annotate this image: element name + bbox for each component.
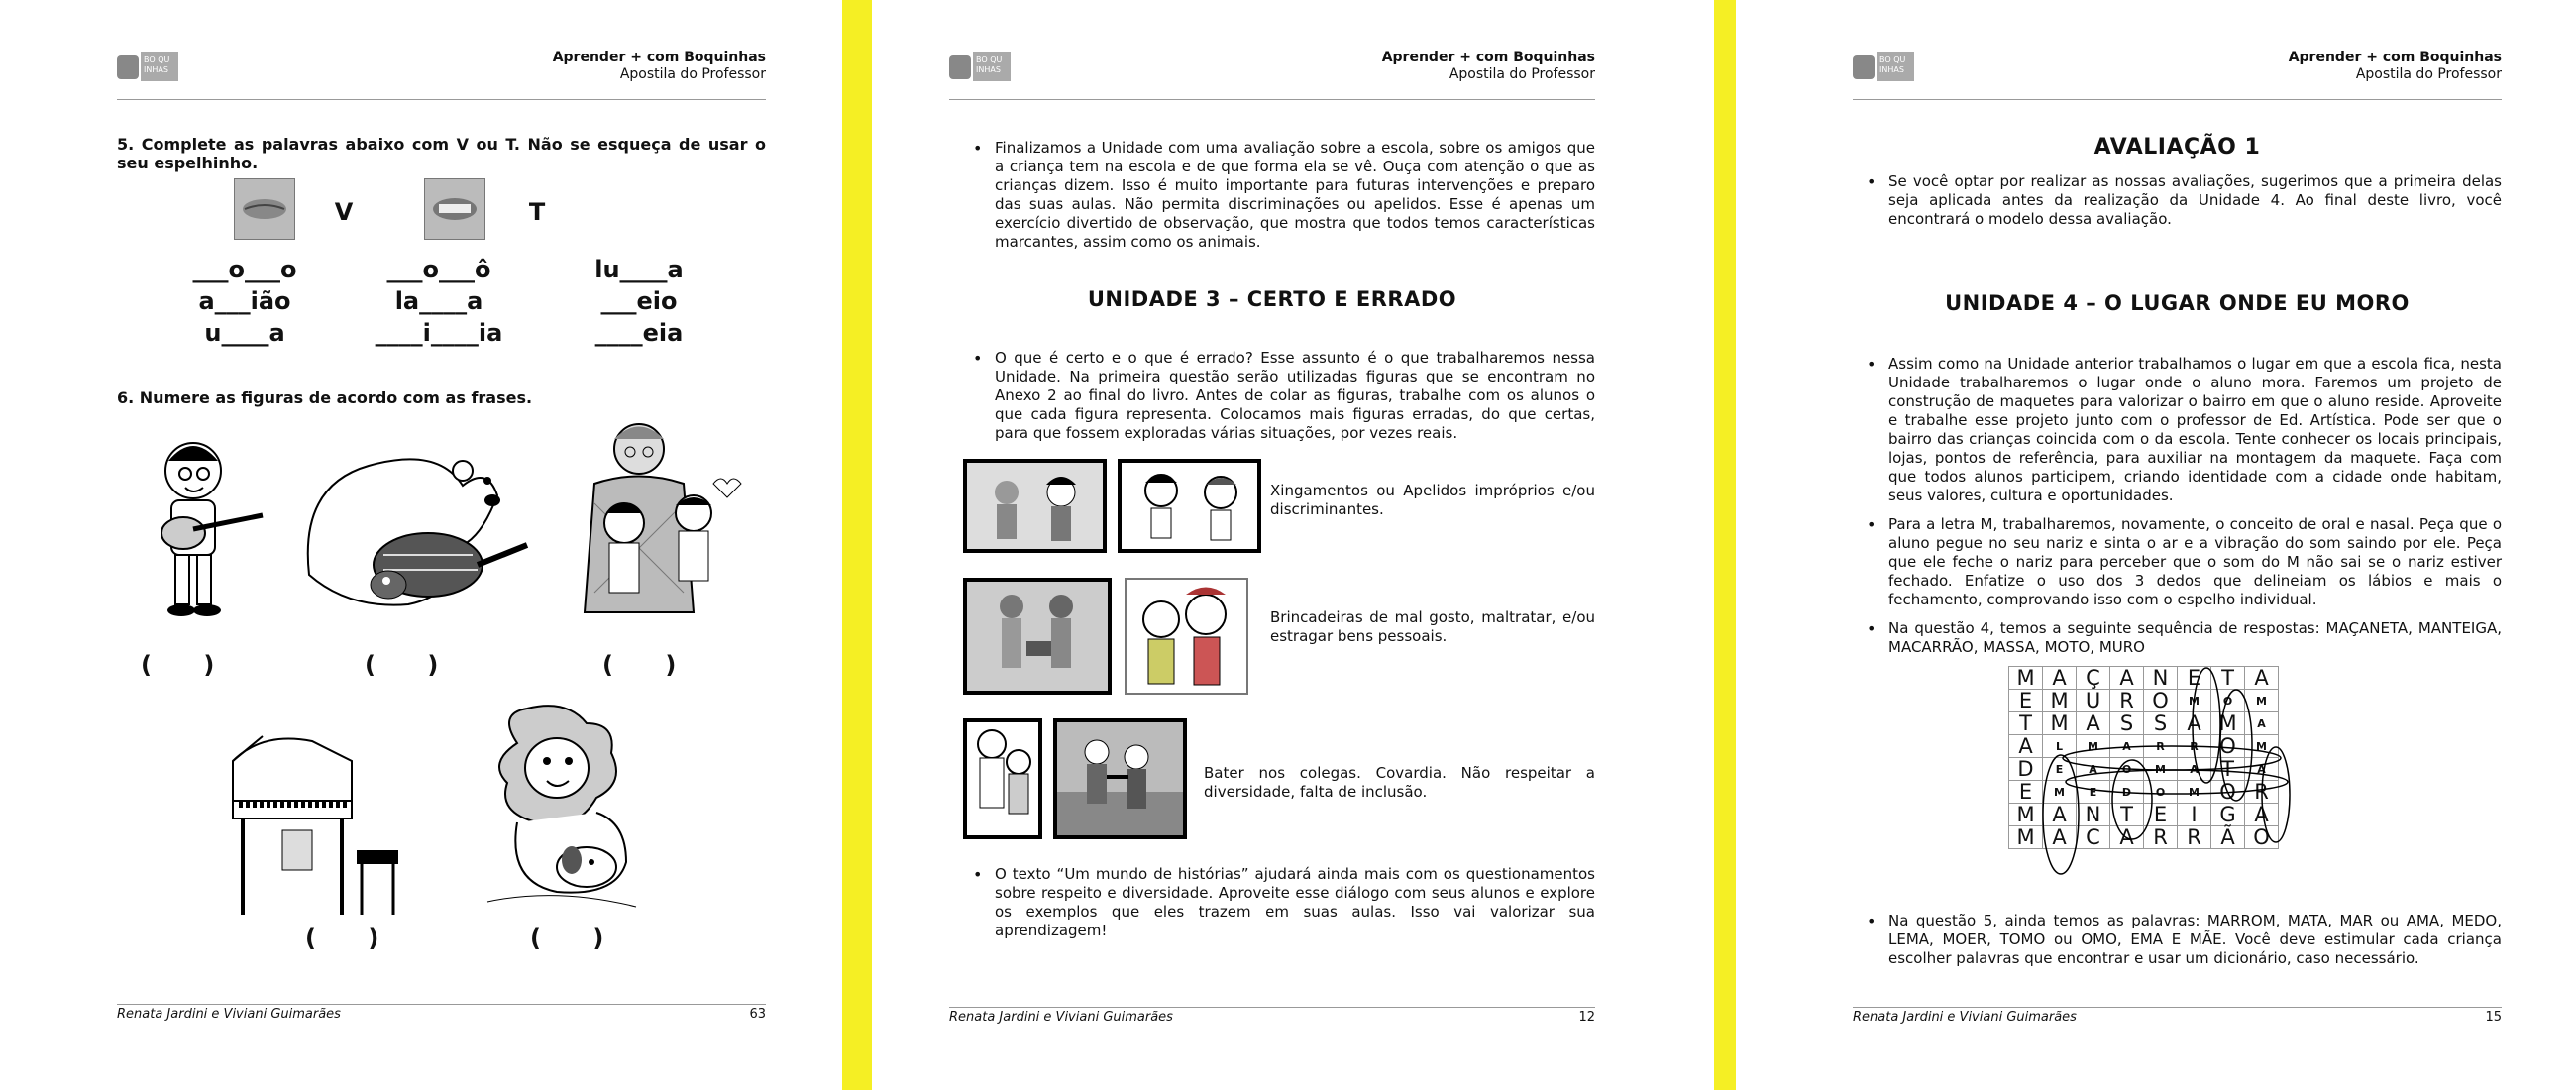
grid-cell: M [2043, 690, 2077, 712]
footer-rule [117, 1004, 766, 1005]
grid-cell: O [2144, 690, 2178, 712]
grid-cell: M [2211, 712, 2245, 735]
grid-cell: A [2110, 735, 2144, 758]
svg-text:INHAS: INHAS [1879, 65, 1904, 74]
grid-cell: T [2211, 758, 2245, 781]
photo-mistreat-1 [963, 578, 1112, 695]
word-1-1: ___o___o [192, 256, 297, 283]
boy-guitar-image [124, 426, 272, 624]
letter-v: V [334, 198, 354, 226]
grid-cell: M [2178, 781, 2211, 804]
paren-fig-2[interactable]: ( ) [365, 651, 461, 679]
grid-cell: R [2110, 690, 2144, 712]
caption-1: Xingamentos ou Apelidos impróprios e/ou discriminantes. [1270, 482, 1595, 518]
photo-bullying-1 [963, 459, 1107, 553]
photo-hitting-1 [963, 718, 1042, 839]
unit-3-heading: UNIDADE 3 – CERTO E ERRADO [1087, 287, 1457, 311]
grid-cell: E [2043, 758, 2077, 781]
grid-cell: R [2178, 826, 2211, 849]
grid-cell: M [2009, 667, 2043, 690]
grid-cell: A [2245, 712, 2279, 735]
letter-t: T [528, 198, 546, 226]
grid-cell: M [2009, 826, 2043, 849]
word-3-2: ____i____ia [375, 319, 503, 347]
page-number: 15 [2485, 1010, 2502, 1025]
grid-cell: O [2211, 690, 2245, 712]
boquinhas-logo-icon [1853, 48, 1914, 83]
header-subtitle: Apostila do Professor [1449, 66, 1595, 82]
unit-4-paragraph-1: • Assim como na Unidade anterior trabalhamos o lugar em que a escola fica, nesta Unidade trabalharemos o lugar onde o aluno mora. Faremos um projeto de construção de maquetes para valorizar o bairro em que o aluno reside. Aproveite e trabalhe esse projeto junto com o professor de Ed. Artística. Pode ser que o bairro das crianças coincida com o da escola. Tente conhecer os locais principais, lojas, pontos de referência, para auxiliar na montagem da maquete. Faça com que todos alunos participem, criando identidade com a cidade onde habitam, seus valores, cultura e oportunidades. [1863, 355, 2502, 505]
word-2-3: ___eio [600, 287, 678, 315]
word-2-1: a___ião [198, 287, 291, 315]
grid-cell: A [2009, 735, 2043, 758]
unit-4-heading: UNIDADE 4 – O LUGAR ONDE EU MORO [1945, 291, 2410, 315]
header-rule [949, 99, 1595, 100]
unit-4-list [1863, 355, 2502, 667]
header-subtitle: Apostila do Professor [619, 66, 766, 82]
grid-cell: M [2245, 735, 2279, 758]
grid-cell: E [2178, 667, 2211, 690]
evaluation-paragraph: • Se você optar por realizar as nossas avaliações, sugerimos que a primeira delas seja aplicada antes da realização da Unidade 4. Ao final deste livro, você encontrará o modelo dessa avaliação. [1863, 172, 2502, 229]
grid-cell: M [2043, 781, 2077, 804]
grid-cell: E [2077, 781, 2110, 804]
grid-row [2009, 804, 2279, 826]
header-rule [117, 99, 766, 100]
grid-cell: A [2245, 667, 2279, 690]
evaluation-list [1863, 172, 2502, 239]
grid-cell: R [2144, 735, 2178, 758]
grid-cell: A [2110, 826, 2144, 849]
svg-text:BO QU: BO QU [976, 55, 1003, 64]
piano-image [223, 721, 401, 920]
paragraph-1: • Finalizamos a Unidade com uma avaliação sobre a escola, sobre os amigos que a criança tem na escola e de que forma ela se vê. Ouça com atenção o que as crianças dizem. Isso é muito importante para futuras intervenções e preparo das suas aulas. Não permita discriminações ou apelidos. Esse é apenas um exercício divertido de observação, que mostra que todos temos características marcantes, assim como os animais. [969, 139, 1595, 252]
unit-4-paragraph-2: • Para a letra M, trabalharemos, novamente, o conceito de oral e nasal. Peça que o aluno pegue no seu nariz e sinta o ar e a vibração do som saindo por ele. Peça que ele feche o nariz para perceber que o som do M não sai se o nariz estiver fechado. Enfatize o uso dos 3 dedos que delineiam os lábios e mais o fechamento, comprovando isso com o espelho individual. [1863, 515, 2502, 609]
page-15 [1736, 0, 2576, 1090]
paragraph-3: • O texto “Um mundo de histórias” ajudará ainda mais com os questionamentos sobre respeito e diversidade. Aproveite esse diálogo com seus alunos e explore os exemplos que eles trazem em suas aulas. Isso vai valorizar sua aprendizagem! [969, 865, 1595, 940]
grid-cell: O [2144, 781, 2178, 804]
grid-cell: R [2245, 781, 2279, 804]
word-3-3: ____eia [594, 319, 684, 347]
header-title: Aprender + com Boquinhas [1381, 50, 1595, 65]
grid-cell: N [2144, 667, 2178, 690]
paren-fig-3[interactable]: ( ) [602, 651, 698, 679]
grid-row [2009, 690, 2279, 712]
grid-cell: G [2211, 804, 2245, 826]
grid-cell: T [2211, 667, 2245, 690]
grid-cell: M [2043, 712, 2077, 735]
grid-cell: T [2009, 712, 2043, 735]
page-63 [0, 0, 842, 1090]
final-list [1863, 912, 2502, 978]
page-12 [872, 0, 1714, 1090]
unit-4-paragraph-3: • Na questão 4, temos a seguinte sequência de respostas: MAÇANETA, MANTEIGA, MACARRÃO, MASSA, MOTO, MURO [1863, 619, 2502, 657]
grid-cell: O [2211, 735, 2245, 758]
closing-list [969, 865, 1595, 950]
bear-armadillo-image [289, 426, 537, 624]
header-subtitle: Apostila do Professor [2355, 66, 2502, 82]
grid-cell: T [2110, 804, 2144, 826]
unit-3-list [969, 349, 1595, 453]
grid-cell: A [2178, 712, 2211, 735]
grid-cell: M [2009, 804, 2043, 826]
svg-text:INHAS: INHAS [976, 65, 1001, 74]
grid-cell: M [2245, 690, 2279, 712]
paren-fig-5[interactable]: ( ) [530, 925, 626, 952]
grid-row [2009, 667, 2279, 690]
grid-cell: A [2245, 758, 2279, 781]
grid-cell: Ã [2211, 826, 2245, 849]
paren-fig-1[interactable]: ( ) [141, 651, 237, 679]
header-rule [1853, 99, 2502, 100]
photo-bullying-2 [1118, 459, 1261, 553]
svg-text:BO QU: BO QU [144, 55, 170, 64]
word-3-1: u____a [204, 319, 285, 347]
page-header [949, 48, 1595, 102]
header-title: Aprender + com Boquinhas [552, 50, 766, 65]
grid-row [2009, 735, 2279, 758]
grid-cell: A [2245, 804, 2279, 826]
word-2-2: la____a [394, 287, 483, 315]
intro-list [969, 139, 1595, 262]
unit-4-paragraph-4: • Na questão 5, ainda temos as palavras: MARROM, MATA, MAR ou AMA, MEDO, LEMA, MOER, TOMO ou OMO, EMA E MÃE. Você deve estimular cada criança escolher palavras que encontrar e usar um dicionário, caso necessário. [1863, 912, 2502, 968]
question-6: 6. Numere as figuras de acordo com as frases. [117, 388, 533, 407]
grid-row [2009, 781, 2279, 804]
grid-cell: A [2043, 667, 2077, 690]
grid-cell: I [2178, 804, 2211, 826]
evaluation-heading: AVALIAÇÃO 1 [2093, 135, 2261, 160]
footer-authors: Renata Jardini e Viviani Guimarães [949, 1010, 1173, 1025]
grid-cell: M [2178, 690, 2211, 712]
grid-cell: E [2009, 781, 2043, 804]
page-header [1853, 48, 2502, 102]
grid-cell: S [2144, 712, 2178, 735]
grid-cell: A [2077, 712, 2110, 735]
boquinhas-logo-icon [117, 48, 178, 83]
footer-authors: Renata Jardini e Viviani Guimarães [117, 1007, 341, 1022]
boquinhas-logo-icon [949, 48, 1011, 83]
grandma-children-image [565, 414, 743, 622]
footer-rule [949, 1007, 1595, 1008]
lion-dog-image [478, 704, 646, 912]
separator-right [1714, 0, 1736, 1090]
footer-authors: Renata Jardini e Viviani Guimarães [1853, 1010, 2077, 1025]
grid-cell: Ç [2077, 667, 2110, 690]
grid-cell: M [2077, 735, 2110, 758]
word-search-grid [2008, 666, 2279, 849]
grid-cell: S [2110, 712, 2144, 735]
grid-cell: O [2245, 826, 2279, 849]
header-title: Aprender + com Boquinhas [2288, 50, 2502, 65]
grid-cell: A [2178, 758, 2211, 781]
page-header [117, 48, 766, 102]
grid-row [2009, 712, 2279, 735]
word-1-2: ___o___ô [386, 256, 491, 283]
grid-cell: D [2110, 781, 2144, 804]
grid-cell: O [2211, 781, 2245, 804]
grid-cell: L [2043, 735, 2077, 758]
footer-rule [1853, 1007, 2502, 1008]
grid-cell: R [2178, 735, 2211, 758]
page-number: 12 [1578, 1010, 1595, 1025]
grid-cell: E [2144, 804, 2178, 826]
grid-cell: A [2110, 667, 2144, 690]
grid-cell: E [2009, 690, 2043, 712]
caption-2: Brincadeiras de mal gosto, maltratar, e/ou estragar bens pessoais. [1270, 608, 1595, 645]
separator-left [842, 0, 872, 1090]
grid-cell: A [2077, 758, 2110, 781]
paragraph-2: • O que é certo e o que é errado? Esse assunto é o que trabalharemos nessa Unidade. Na primeira questão serão utilizadas figuras que se encontram no Anexo 2 ao final do livro. Antes de colar as figuras, trabalhe com os alunos o que cada figura representa. Colocamos mais figuras erradas, do que certas, para que fossem exploradas várias situações, por vezes reais. [969, 349, 1595, 443]
photo-hitting-2 [1053, 718, 1187, 839]
grid-cell: N [2077, 804, 2110, 826]
question-5-text: 5. Complete as palavras abaixo com V ou T. Não se esqueça de usar o seu espelhinho. [117, 135, 766, 172]
grid-cell: A [2043, 826, 2077, 849]
grid-cell: D [2009, 758, 2043, 781]
grid-cell: M [2144, 758, 2178, 781]
grid-row [2009, 758, 2279, 781]
word-1-3: lu____a [594, 256, 684, 283]
svg-text:BO QU: BO QU [1879, 55, 1906, 64]
grid-cell: A [2043, 804, 2077, 826]
page-number: 63 [749, 1007, 766, 1022]
svg-text:INHAS: INHAS [144, 65, 168, 74]
grid-cell: U [2077, 690, 2110, 712]
photo-mistreat-2 [1125, 578, 1248, 695]
question-5 [117, 135, 766, 172]
grid-cell: O [2110, 758, 2144, 781]
grid-row [2009, 826, 2279, 849]
caption-3: Bater nos colegas. Covardia. Não respeitar a diversidade, falta de inclusão. [1204, 764, 1595, 801]
grid-cell: R [2144, 826, 2178, 849]
paren-fig-4[interactable]: ( ) [305, 925, 401, 952]
grid-cell: C [2077, 826, 2110, 849]
